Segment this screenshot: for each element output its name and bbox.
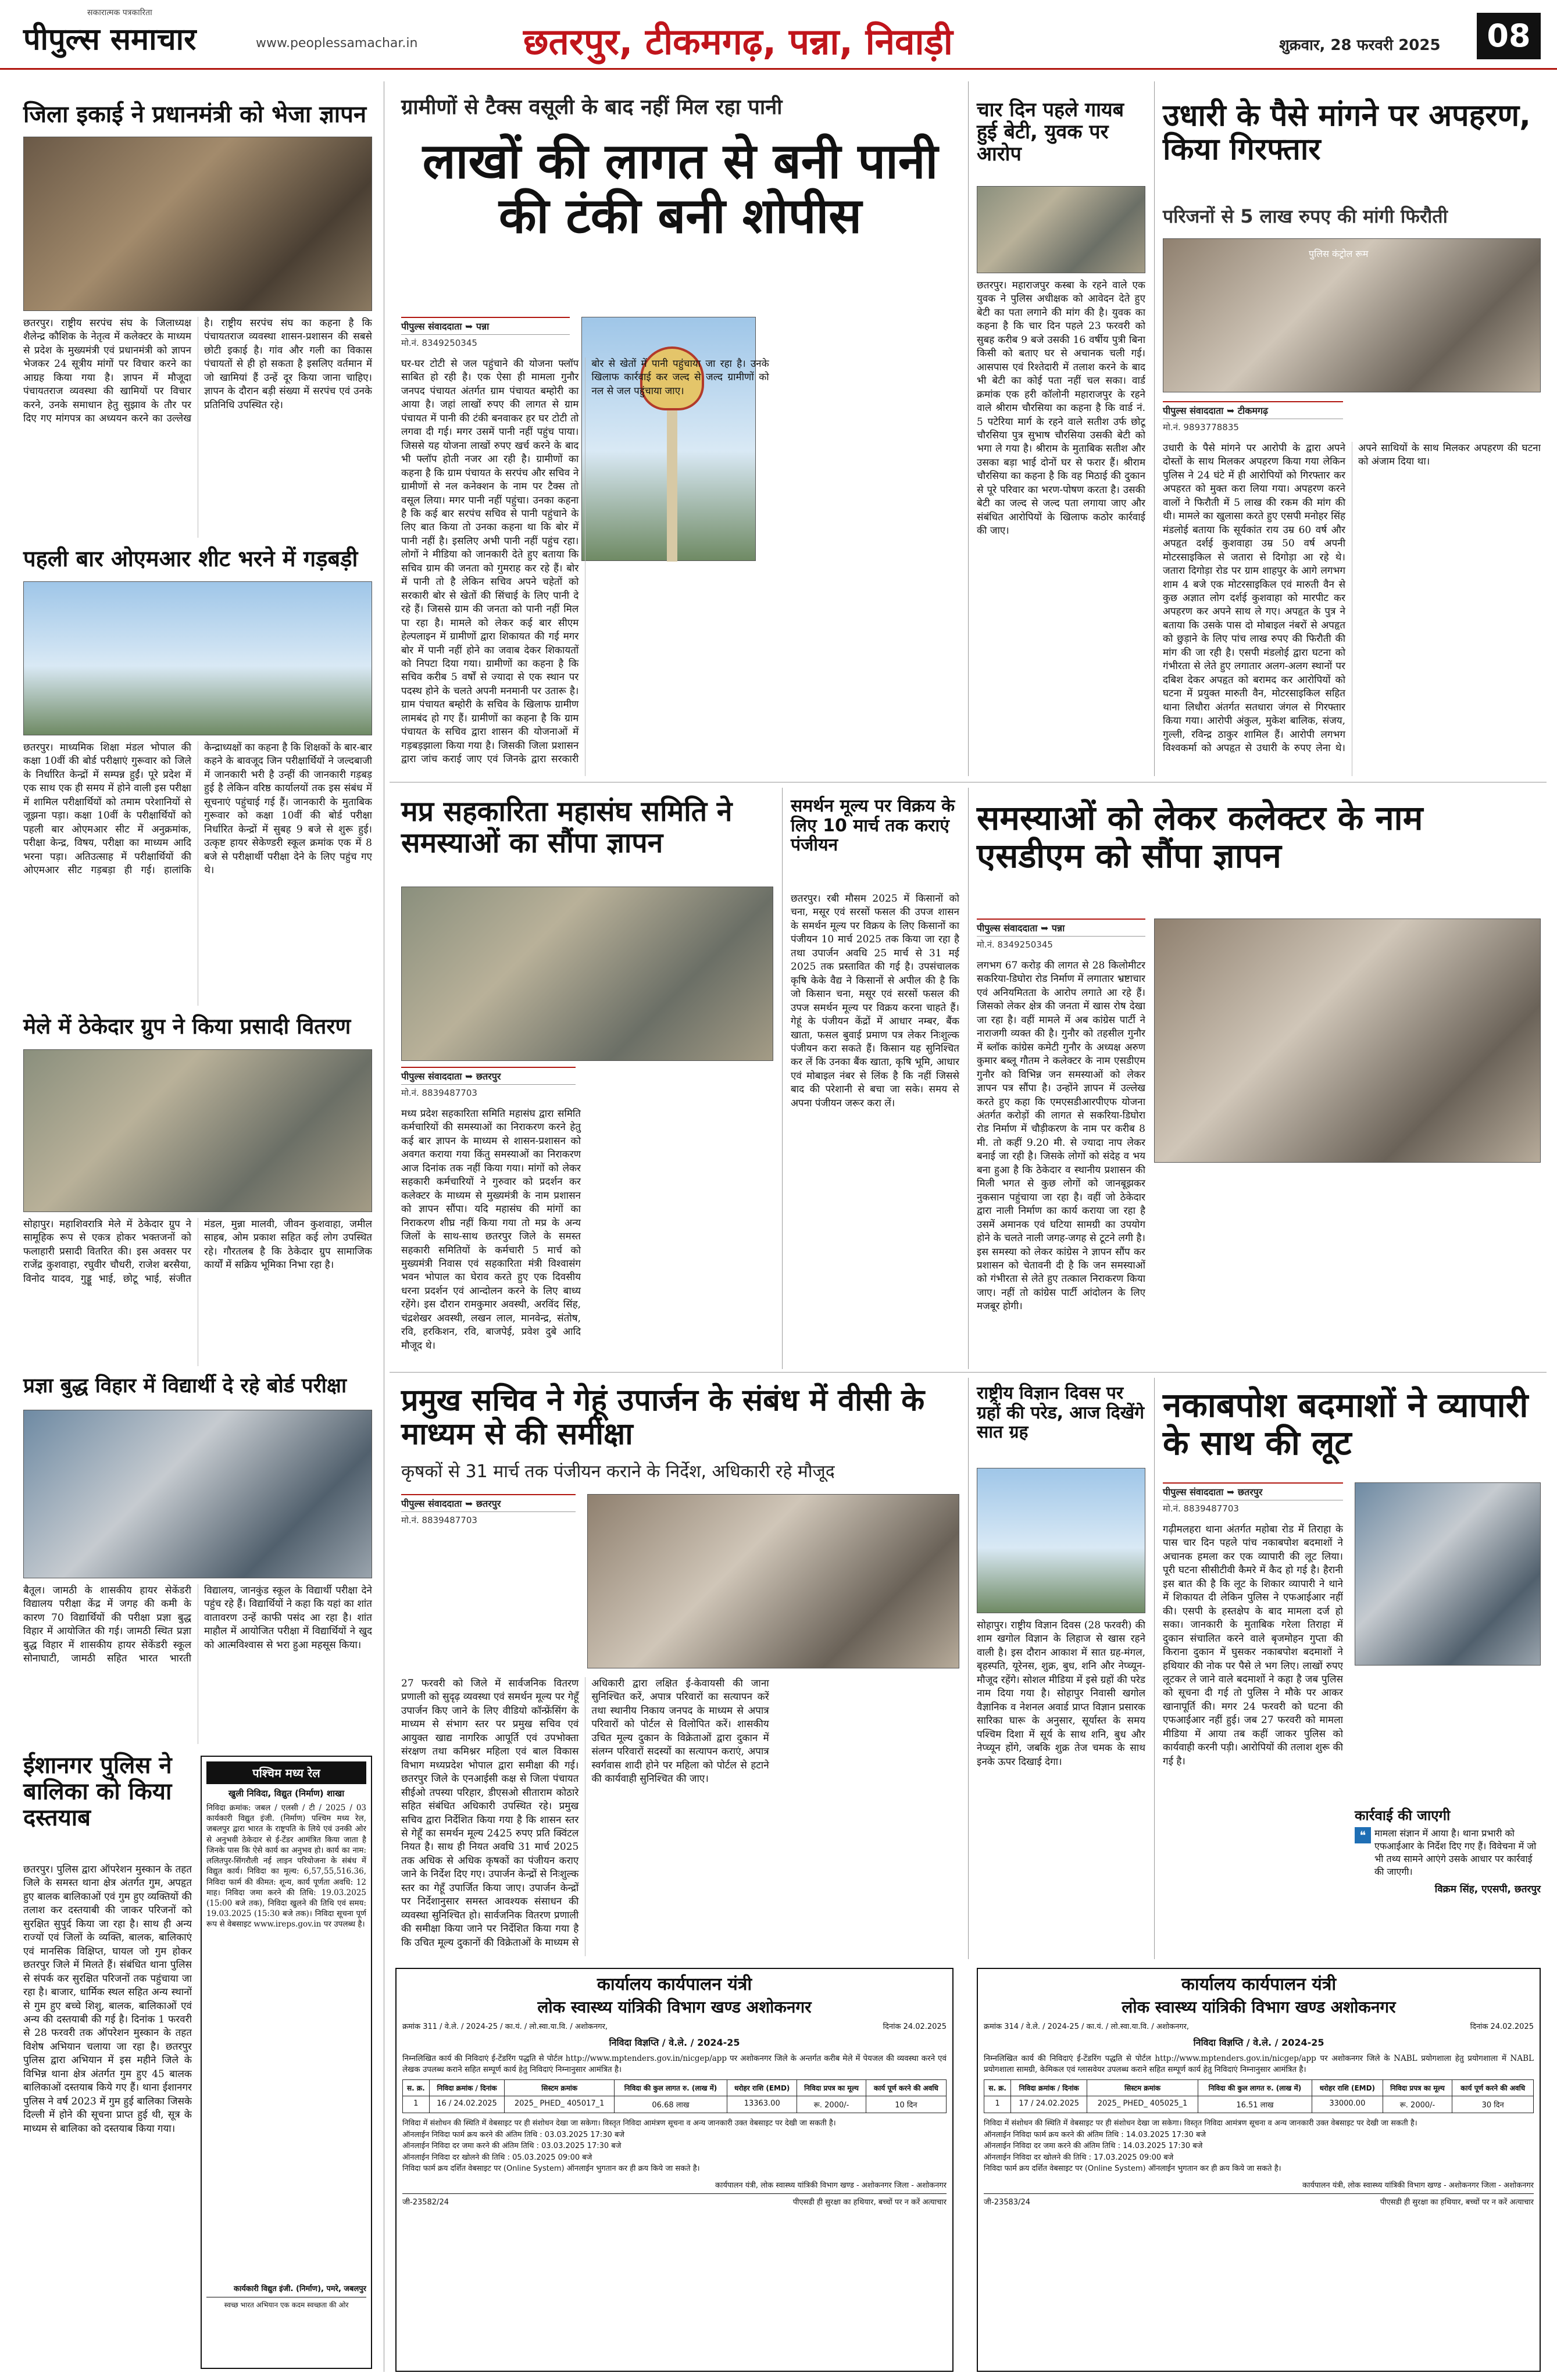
tender1-table: स. क्र. निविदा क्रमांक / दिनांक सिस्टम क्रमांक निविदा की कुल लागत रु. (लाख में) धरोहर राशि (EMD) निविदा प्रपत्र का मूल्य कार्य पूर्ण करने की अवधि 1 16 / 24.02.2025 2025_ PHED_ 405017_1 06.68 लाख 13363.00 रू. 2000/- 10 दिन (402, 2079, 947, 2113)
mobile-s12: मो.नं. 8839487703 (401, 1515, 477, 1525)
tender2-sign: कार्यपालन यंत्री, लोक स्वास्थ्य यांत्रिकी विभाग खण्ड - अशोकनगर जिला - अशोकनगर (1302, 2181, 1534, 2190)
tender1-notice-title: निविदा विज्ञप्ति / वे.ले. / 2024-25 (609, 2036, 740, 2048)
headline-s3: मेले में ठेकेदार ग्रुप ने किया प्रसादी वितरण (23, 1014, 351, 1039)
quote-icon: ❝ (1355, 1827, 1371, 1843)
headline-s2: पहली बार ओएमआर शीट भरने में गड़बड़ी (23, 546, 358, 571)
headline-s13: राष्ट्रीय विज्ञान दिवस पर ग्रहों की परेड, आज दिखेंगे सात ग्रह (977, 1383, 1145, 1443)
tender2-ref: क्रमांक 314 / वे.ले. / 2024-25 / का.यं. / लो.स्वा.या.वि. / अशोकनगर, (984, 2022, 1190, 2031)
photo-s12 (587, 1494, 959, 1668)
byline-s11: पीपुल्स संवाददाता ➥ पन्ना (977, 919, 1145, 937)
tender1-sign: कार्यपालन यंत्री, लोक स्वास्थ्य यांत्रिकी विभाग खण्ड - अशोकनगर जिला - अशोकनगर (715, 2181, 947, 2190)
masthead (0, 0, 1557, 70)
byline-s8: पीपुल्स संवाददाता ➥ टीकमगढ़ (1163, 401, 1343, 419)
tender-ad-1: कार्यालय कार्यपालन यंत्री लोक स्वास्थ्य यांत्रिकी विभाग खण्ड अशोकनगर क्रमांक 311 / वे.ले. / 2024-25 / का.यं. / लो.स्वा.या.वि. / अशोकनगर, दिनांक 24.02.2025 निविदा विज्ञप्ति / वे.ले. / 2024-25 निम्नलिखित कार्य की निविदाएं ई-टेंडरिंग पद्धति से पोर्टल http://www.mptenders.gov.in/nicgep/app पर अशोकनगर जिले के अन्तर्गत करीब मेले में पेयजल की व्यवस्था करने एवं लेखक उपलब्ध कराने सहित सम्पूर्ण कार्य हेतु निविदाएं निम्नानुसार आमंत्रित है। स. क्र. निविदा क्रमांक / दिनांक सिस्टम क्रमांक निविदा की कुल लागत रु. (लाख में) धरोहर राशि (EMD) निविदा प्रपत्र का मूल्य कार्य पूर्ण करने की अवधि 1 16 / 24.02.2025 2025_ PHED_ 405017_1 06.68 लाख 13363.00 रू. 2000/- 10 दिन निविदा में संशोधन की स्थिति में वेबसाइट पर ही संशोधन देखा जा सकेगा। विस्तृत निविदा आमंत्रण सूचना व अन्य जानकारी उक्त वेबसाइट पर देखी जा सकती है। ऑनलाईन निविदा फार्म क्रय करने की अंतिम तिथि : 03.03.2025 17:30 बजे ऑनलाईन निविदा दर जमा करने की अंतिम तिथि : 03.03.2025 17:30 बजे ऑनलाईन निविदा दर खोलने की तिथि : 05.03.2025 09:00 बजे निविदा फार्म क्रय दर्शित वेबसाइट पर (Online System) ऑनलाईन भुगतान कर ही क्रय किये जा सकते है। कार्यपालन यंत्री, लोक स्वास्थ्य यांत्रिकी विभाग खण्ड - अशोकनगर जिला - अशोकनगर जी-23582/24 पीएसडी ही सुरक्षा का हथियार, बच्चों पर न करें अत्याचार (395, 1968, 954, 2372)
kicker-s6: ग्रामीणों से टैक्स वसूली के बाद नहीं मिल रहा पानी (401, 95, 783, 119)
rail-org: पश्चिम मध्य रेल (206, 1761, 366, 1784)
tender1-ref: क्रमांक 311 / वे.ले. / 2024-25 / का.यं. / लो.स्वा.या.वि. / अशोकनगर, (402, 2022, 608, 2031)
issue-date: शुक्रवार, 28 फरवरी 2025 (1279, 37, 1441, 54)
headline-s11: समस्याओं को लेकर कलेक्टर के नाम एसडीएम को सौंपा ज्ञापन (977, 798, 1423, 875)
tender-ad-2: कार्यालय कार्यपालन यंत्री लोक स्वास्थ्य यांत्रिकी विभाग खण्ड अशोकनगर क्रमांक 314 / वे.ले. / 2024-25 / का.यं. / लो.स्वा.या.वि. / अशोकनगर, दिनांक 24.02.2025 निविदा विज्ञप्ति / वे.ले. / 2024-25 निम्नलिखित कार्य की निविदाएं ई-टेंडरिंग पद्धति से पोर्टल http://www.mptenders.gov.in/nicgep/app पर अशोकनगर जिले के NABL प्रयोगशाला हेतु प्रयोगशाला में NABL प्रयोगशाला सामग्री, केमिकल एवं ग्लासवेयर उपलब्ध कराने सहित सम्पूर्ण कार्य हेतु निविदाएं निम्नानुसार आमंत्रित है। स. क्र. निविदा क्रमांक / दिनांक सिस्टम क्रमांक निविदा की कुल लागत रु. (लाख में) धरोहर राशि (EMD) निविदा प्रपत्र का मूल्य कार्य पूर्ण करने की अवधि 1 17 / 24.02.2025 2025_ PHED_ 405025_1 16.51 लाख 33000.00 रू. 2000/- 30 दिन निविदा में संशोधन की स्थिति में वेबसाइट पर ही संशोधन देखा जा सकेगा। विस्तृत निविदा आमंत्रण सूचना व अन्य जानकारी उक्त वेबसाइट पर देखी जा सकती है। ऑनलाईन निविदा फार्म क्रय करने की अंतिम तिथि : 14.03.2025 17:30 बजे ऑनलाईन निविदा दर जमा करने की अंतिम तिथि : 14.03.2025 17:30 बजे ऑनलाईन निविदा दर खोलने की तिथि : 17.03.2025 09:00 बजे निविदा फार्म क्रय दर्शित वेबसाइट पर (Online System) ऑनलाईन भुगतान कर ही क्रय किये जा सकते है। कार्यपालन यंत्री, लोक स्वास्थ्य यांत्रिकी विभाग खण्ड - अशोकनगर जिला - अशोकनगर जी-23583/24 पीएसडी ही सुरक्षा का हथियार, बच्चों पर न करें अत्याचार (977, 1968, 1541, 2372)
tender2-table: स. क्र. निविदा क्रमांक / दिनांक सिस्टम क्रमांक निविदा की कुल लागत रु. (लाख में) धरोहर राशि (EMD) निविदा प्रपत्र का मूल्य कार्य पूर्ण करने की अवधि 1 17 / 24.02.2025 2025_ PHED_ 405025_1 16.51 लाख 33000.00 रू. 2000/- 30 दिन (984, 2079, 1534, 2113)
tender2-date: दिनांक 24.02.2025 (1470, 2022, 1534, 2031)
photo-s7 (977, 186, 1145, 273)
body-s13: सोहापुर। राष्ट्रीय विज्ञान दिवस (28 फरवरी) की शाम खगोल विज्ञान के लिहाज से खास रहने वाली है। इस दौरान आकाश में सात ग्रह-मंगल, बृहस्पति, यूरेनस, शुक्र, बुध, शनि और नेप्च्यून-मौजूद रहेंगे। सोशल मीडिया में इसे ग्रहों की परेड नाम दिया गया है। सोहापुर निवासी खगोल वैज्ञानिक व नेशनल अवार्ड प्राप्त विज्ञान प्रसारक सारिका घारू के अनुसार, सूर्यास्त के समय पश्चिम दिशा में सूर्य के साथ शनि, बुध और नेप्च्यून होंगे, जबकि शुक्र तेज चमक के साथ इनके ऊपर दिखाई देगा। (977, 1620, 1145, 1768)
mobile-s8: मो.नं. 9893778835 (1163, 422, 1239, 433)
photo-s4 (23, 1410, 372, 1578)
tender2-slogan: पीएसडी ही सुरक्षा का हथियार, बच्चों पर न करें अत्याचार (1380, 2197, 1534, 2207)
body-s2: छतरपुर। माध्यमिक शिक्षा मंडल भोपाल की कक्षा 10वीं की बोर्ड परीक्षाएं गुरूवार को जिले के निर्धारित केन्द्रों में सम्पन्न हुईं। पूरे प्रदेश में एक साथ एक ही समय में होने वाली इस परीक्षा में शामिल परीक्षार्थियों को तमाम परेशानियों से जूझना पड़ा। कक्षा 10वीं के परीक्षार्थियों को पहली बार ओएमआर सीट में अनुक्रमांक, परीक्षा केन्द्र, विषय, परीक्षा का माध्यम आदि भरना पड़ा। अतिउत्साह में परीक्षार्थियों की ओएमआर सीट गड़बड़ा ही गई। हालांकि केन्द्राध्यक्षों का कहना है कि शिक्षकों के बार-बार कहने के बावजूद जिन परीक्षार्थियों ने जल्दबाजी में जानकारी भरी है उन्हीं की जानकारी गड़बड़ हुई है लेकिन वरिष्ठ कार्यालयों तक इस संबंध में सूचनाएं पहुंचाई गई हैं। जानकारी के मुताबिक गुरूवार को कक्षा 10वीं की बोर्ड परीक्षा निर्धारित केन्द्रों में सुबह 9 बजे से शुरू हुई। उत्कृष्ट हायर सेकेण्डरी स्कूल क्रमांक एक में 8 बजे से परीक्षार्थी परीक्षा देने के लिए पहुंच गए थे। (23, 742, 372, 877)
rail-footer: स्वच्छ भारत अभियान एक कदम स्वच्छता की ओर (206, 2297, 366, 2310)
byline-s6: पीपुल्स संवाददाता ➥ पन्ना (401, 317, 570, 335)
subhead-s8: परिजनों से 5 लाख रुपए की मांगी फिरौती (1163, 205, 1448, 227)
body-s7: छतरपुर। महाराजपुर कस्बा के रहने वाले एक युवक ने पुलिस अधीक्षक को आवेदन देते हुए बेटी का पता लगाने की मांग की है। युवक का कहना है कि चार दिन पहले 23 फरवरी को सुबह करीब 9 बजे उसकी 16 वर्षीय पुत्री बिना किसी को बताए घर से अचानक चली गई। आसपास एवं रिश्तेदारी में तलाश करने के बाद भी बेटी का कोई पता नहीं चल सका। वार्ड क्रमांक एक हरी कॉलोनी महाराजपुर के रहने वाले श्रीराम चौरसिया का कहना है कि वार्ड नं. 5 पटेरिया मार्ग के रहने वाले सतीश उर्फ छोटू चौरसिया पुत्र सुभाष चौरसिया उसकी बेटी को भगा ले गया है। श्रीराम के मुताबिक सतीश और उसका बड़ा भाई दोनों घर से फरार हैं। श्रीराम चौरसिया का कहना है कि वह मिठाई की दुकान से पूरे परिवार का भरण-पोषण करता है। उसकी बेटी का जल्द से जल्द पता लगाया जाए और संबंधित आरोपियों के खिलाफ कठोर कार्रवाई की जाए। (977, 280, 1145, 537)
headline-s12: प्रमुख सचिव ने गेहूं उपार्जन के संबंध में वीसी के माध्यम से की समीक्षा (401, 1383, 925, 1452)
byline-s9: पीपुल्स संवाददाता ➥ छतरपुर (401, 1067, 576, 1085)
site-url[interactable]: www.peoplessamachar.in (256, 36, 418, 51)
quote-sign: विक्रम सिंह, एएसपी, छतरपुर (1434, 1884, 1541, 1896)
tender1-code: जी-23582/24 (402, 2197, 449, 2207)
photo-s9 (401, 887, 773, 1061)
body-s9: मध्य प्रदेश सहकारिता समिति महासंघ द्वारा समिति कर्मचारियों की समस्याओं का निराकरण करने हेतु कई बार ज्ञापन के माध्यम से शासन-प्रशासन को अवगत कराया गया किंतु समस्याओं का निराकरण आज दिनांक तक नहीं किया गया। मांगों को लेकर सहकारी कर्मचारियों ने गुरुवार को प्रदर्शन कर कलेक्टर के माध्यम से मुख्यमंत्री के नाम प्रशासन को ज्ञापन सौंपा। यदि महासंघ की मांगों का निराकरण शीघ्र नहीं किया गया तो मप्र के अन्य जिलों के साथ-साथ छतरपुर जिले के समस्त सहकारी समितियों के कर्मचारी 5 मार्च को मुख्यमंत्री निवास एवं सहकारिता मंत्री विश्वासंग भवन भोपाल का घेराव करते हुए एक दिवसीय धरना प्रदर्शन एवं आन्दोलन करने के लिए बाध्य रहेंगे। इस दौरान रामकुमार अवस्थी, अरविंद सिंह, चंद्रशेखर अवस्थी, लखन लाल, मानवेन्द्र, संतोष, रवि, हरकिशन, रवि, बाजपेई, प्रवेश दुबे आदि मौजूद थे। (401, 1108, 581, 1352)
section-title: छतरपुर, टीकमगढ़, पन्ना, निवाड़ी (523, 20, 953, 63)
rail-ad (201, 1756, 372, 2369)
mobile-s9: मो.नं. 8839487703 (401, 1088, 477, 1098)
tender2-office: कार्यालय कार्यपालन यंत्री (1181, 1974, 1337, 1995)
subhead-s12: कृषकों से 31 मार्च तक पंजीयन कराने के निर्देश, अधिकारी रहे मौजूद (401, 1461, 835, 1482)
photo-s11 (1154, 919, 1541, 1163)
mobile-s14: मो.नं. 8839487703 (1163, 1503, 1239, 1514)
rail-sign: कार्यकारी विद्युत इंजी. (निर्माण), पमरे, जबलपुर (233, 2285, 366, 2293)
photo-s1 (23, 137, 372, 311)
mobile-s6: मो.नं. 8349250345 (401, 338, 477, 348)
tender2-dept: लोक स्वास्थ्य यांत्रिकी विभाग खण्ड अशोकनगर (1122, 1997, 1396, 2017)
tender1-intro: निम्नलिखित कार्य की निविदाएं ई-टेंडरिंग पद्धति से पोर्टल http://www.mptenders.gov.in/nicgep/app पर अशोकनगर जिले के अन्तर्गत करीब मेले में पेयजल की व्यवस्था करने एवं लेखक उपलब्ध कराने सहित सम्पूर्ण कार्य हेतु निविदाएं निम्नानुसार आमंत्रित है। (402, 2053, 947, 2074)
logo: पीपुल्स समाचार (23, 22, 197, 57)
photo-s14 (1355, 1482, 1541, 1666)
tender2-code: जी-23583/24 (984, 2197, 1030, 2207)
headline-s6: लाखों की लागत से बनी पानी की टंकी बनी शोपीस (422, 133, 938, 245)
body-s6: घर-घर टोटी से जल पहुंचाने की योजना फ्लॉप साबित हो रही है। एक ऐसा ही मामला गुनौर जनपद पंचायत अंतर्गत ग्राम पंचायत बम्होरी का आया है। जहां लाखों रुपए की लागत से ग्राम पंचायत में पानी की टंकी बनवाकर हर घर टोटी तो लगवा दी गई। मगर उसमें पानी नहीं पहुंच पाया। जिससे यह योजना लाखों रुपए खर्च करने के बाद भी फ्लॉप होती नजर आ रही है। ग्रामीणों का कहना है कि ग्राम पंचायत के सरपंच और सचिव ने ग्रामीणों से नल कनेक्शन के नाम पर टैक्स तो वसूल लिया। मगर पानी नहीं पहुंचा। उनका कहना है कि कई बार सरपंच सचिव से पानी पहुंचाने के लिए बात किया तो उनका कहना था कि बोर में पानी नहीं है। इसलिए अभी पानी नहीं पहुंच रहा। लोगों ने मीडिया को जानकारी देते हुए बताया कि सचिव ग्राम की जनता को गुमराह कर रहे हैं। बोर में पानी तो है लेकिन सचिव अपने चहेतों को सरकारी बोर से खेतों की सिंचाई के लिए पानी दे रहे हैं। जिससे ग्राम की जनता को पानी नहीं मिल पा रहा है। मामले को लेकर कई बार सीएम हेल्पलाइन में ग्रामीणों द्वारा शिकायत की गई मगर बोर में पानी नहीं होने का जवाब देकर शिकायतों को निपटा दिया गया। ग्रामीणों का कहना है कि सचिव करीब 5 वर्षों से ज्यादा से एक स्थान पर पदस्थ होने के चलते अपनी मनमानी पर उतारू है। ग्राम पंचायत बम्होरी के सचिव के खिलाफ ग्रामीण लामबंद हो गए हैं। ग्रामीणों का कहना है कि ग्राम पंचायत के सचिव द्वारा शासन की योजनाओं में गड़बड़झाला किया गया है। जिसकी जिला प्रशासन द्वारा जांच कराई जाए एवं जिनके द्वारा सरकारी बोर से खेतों में पानी पहुंचाया जा रहा है। उनके खिलाफ कार्रवाई कर जल्द से जल्द ग्रामीणों को नल से जल पहुंचाया जाए। (401, 358, 769, 766)
body-s12: 27 फरवरी को जिले में सार्वजनिक वितरण प्रणाली को सुदृढ़ व्यवस्था एवं समर्थन मूल्य पर गेहूँ उपार्जन किए जाने के लिए वीडियो कॉन्फ्रेंसिंग के माध्यम से संभाग स्तर पर प्रमुख सचिव एवं आयुक्त खाद्य नागरिक आपूर्ति एवं उपभोक्ता संरक्षण तथा कमिश्नर महिला एवं बाल विकास विभाग मध्यप्रदेश भोपाल द्वारा समीक्षा की गई। छतरपुर जिले के एनआईसी कक्ष से जिला पंचायत सीईओ तपस्या परिहार, डीएसओ सीताराम कोठारे सहित संबंधित अधिकारी उपस्थित रहे। प्रमुख सचिव द्वारा निर्देशित किया गया है कि शासन स्तर से गेहूँ का समर्थन मूल्य 2425 रुपए प्रति क्विंटल नियत है। साथ ही नियत अवधि 31 मार्च 2025 तक अधिक से अधिक कृषकों का पंजीयन कराए जाने के निर्देश दिए गए। उपार्जन केन्द्रों से निःशुल्क स्तर का गेहूँ उपार्जित किया जाए। उपार्जन केन्द्रों पर निर्देशानुसार समस्त आवश्यक संसाधन की व्यवस्था सुनिश्चित हो। सार्वजनिक वितरण प्रणाली की समीक्षा किया जाने पर निर्देशित किया गया है कि उचित मूल्य दुकानों की विक्रेताओं के माध्यम से अधिकारी द्वारा लक्षित ई-केवायसी की जाना सुनिश्चित करें, अपात्र परिवारों का सत्यापन करें तथा स्थानीय निकाय जनपद के माध्यम से अपात्र परिवारों को पोर्टल से विलोपित करें। शासकीय उचित मूल्य दुकान के विक्रेताओं द्वारा दुकान में संलग्न परिवारों सदस्यों का सत्यापन कराएं, अपात्र स्वर्गवास शादी होने पर महिला को पोर्टल से हटाने की कार्यवाही सुनिश्चित की जाए। (401, 1678, 769, 1949)
table-row: 1 16 / 24.02.2025 2025_ PHED_ 405017_1 06.68 लाख 13363.00 रू. 2000/- 10 दिन (403, 2096, 947, 2113)
photo-s2 (23, 581, 372, 735)
logo-tagline: सकारात्मक पत्रकारिता (87, 8, 152, 17)
quote-head: कार्रवाई की जाएगी (1355, 1807, 1451, 1824)
body-s11-a: लगभग 67 करोड़ की लागत से 28 किलोमीटर सकरिया-डिघोरा रोड निर्माण में लगातार भ्रष्टाचार एवं अनियमितता के आरोप लगाते आ रहे हैं। जिसको लेकर क्षेत्र की जनता में खास रोष देखा जा रहा है। वहीं मामले में अब कांग्रेस पार्टी ने नाराजगी व्यक्त की है। गुनौर को तहसील गुनौर में ब्लॉक कांग्रेस कमेटी गुनौर के अध्यक्ष अरुण कुमार बब्लू गौतम ने कलेक्टर के नाम एसडीएम गुनौर को विभिन्न जन समस्याओं को लेकर ज्ञापन पत्र सौंपा है। उन्होंने ज्ञापन में उल्लेख करते हुए कहा कि एमएसडीआरपीएफ योजना अंतर्गत करोड़ों की लागत से सकरिया-डिघोरा रोड निर्माण में चौड़ीकरण के नाम पर करीब 8 मी. तो कहीं 9.20 मी. से ज्यादा नाप लेकर बनाई जा रही है। जिसके लोगों को संदेह व भय बना हुआ है कि ठेकेदार व स्थानीय प्रशासन की मिली भगत से कुछ लोगों को जानबूझकर नुकसान पहुंचाया जा रहा है। वहीं जो ठेकेदार द्वारा नाली निर्माण का कार्य कराया जा रहा है उसमें अमानक एवं घटिया सामग्री का उपयोग होने के चलते नाली जगह-जगह से टूटने लगी है। इस समस्या को लेकर कांग्रेस ने ज्ञापन सौंप कर प्रशासन को चेतावनी दी है कि जन समस्याओं को गंभीरता से लेते हुए तत्काल निराकरण किया जाए। नहीं तो कांग्रेस पार्टी आंदोलन के लिए मजबूर होगी। (977, 960, 1145, 1313)
body-s10: छतरपुर। रबी मौसम 2025 में किसानों को चना, मसूर एवं सरसों फसल की उपज शासन के समर्थन मूल्य पर विक्रय के लिए किसानों का पंजीयन 10 मार्च 2025 तक किया जा रहा है तथा उपार्जन अवधि 25 मार्च से 31 मई 2025 तक प्रस्तावित की गई है। उपसंचालक कृषि केके वैद्य ने किसानों से अपील की है कि जो किसान चना, मसूर एवं सरसों फसल की उपज समर्थन मूल्य पर विक्रय करना चाहते हैं। गेहूं के पंजीयन केंद्रों में आधार नम्बर, बैंक खाता, फसल बुवाई प्रमाण पत्र लेकर निःशुल्क पंजीयन करा सकते हैं। किसान यह सुनिश्चित कर लें कि उनका बैंक खाता, कृषि भूमि, आधार एवं मोबाइल नंबर से लिंक है कि नहीं जिससे बाद की परेशानी से बचा जा सके। समय से अपना पंजीयन जरूर करा लें। (791, 893, 959, 1109)
photo-s3 (23, 1049, 372, 1212)
headline-s8: उधारी के पैसे मांगने पर अपहरण, किया गिरफ्तार (1163, 98, 1531, 167)
photo-s8-sign: पुलिस कंट्रोल रूम (1309, 248, 1369, 259)
tender1-date: दिनांक 24.02.2025 (883, 2022, 947, 2031)
headline-s1: जिला इकाई ने प्रधानमंत्री को भेजा ज्ञापन (23, 101, 367, 128)
quote-box-s14 (1355, 1808, 1541, 1956)
body-s14: गढ़ीमलहरा थाना अंतर्गत महोबा रोड में तिराहा के पास चार दिन पहले पांच नकाबपोश बदमाशों ने अचानक हमला कर एक व्यापारी की लूट लिया। पूरी घटना सीसीटीवी कैमरे में कैद हो गई है। हैरानी इस बात की है कि लूट के शिकार व्यापारी ने थाने में शिकायत दी लेकिन पुलिस ने एफआईआर नहीं की। एसपी के हस्तक्षेप के बाद मामला दर्ज हो सका। जानकारी के मुताबिक गरेला तिराहा में दुकान संचालित करने वाले बृजमोहन गुप्ता की किराना दुकान में घुसकर नकाबपोश बदमाशों ने हथियार की नोक पर पैसे ले भग लिए। लाखों रुपए लूटकर ले जाने वाले बदमाशों ने कहा है जब पुलिस को सूचना दी गई तो पुलिस ने मौके पर आकर खानापूर्ति की। मगर 24 फरवरी को घटना की एफआईआर नहीं हुई। जब 27 फरवरी को मामला मीडिया में आया तब कहीं जाकर पुलिस को कार्यवाही करनी पड़ी। आरोपियों की तलाश शुरू की गई है। (1163, 1524, 1343, 1767)
tender1-office: कार्यालय कार्यपालन यंत्री (597, 1974, 752, 1995)
body-s3: सोहापुर। महाशिवरात्रि मेले में ठेकेदार ग्रुप ने सामूहिक रूप से एकत्र होकर भक्तजनों को फलाहारी प्रसादी वितरित की। इस अवसर पर राजेंद्र कुशवाहा, रघुवीर चौधरी, राजेश बरसैया, विनोद यादव, गुड्डू भाई, छोटू भाई, संजीत मंडल, मुन्ना मालवी, जीवन कुशवाहा, जमील साहब, ओम प्रकाश सहित कई लोग उपस्थित रहे। गौरतलब है कि ठेकेदार ग्रुप सामाजिक कार्यों में सक्रिय भूमिका निभा रहा है। (23, 1218, 372, 1285)
tender1-slogan: पीएसडी ही सुरक्षा का हथियार, बच्चों पर न करें अत्याचार (792, 2197, 947, 2207)
tender1-dept: लोक स्वास्थ्य यांत्रिकी विभाग खण्ड अशोकनगर (537, 1997, 812, 2017)
photo-s13 (977, 1468, 1145, 1613)
headline-s10: समर्थन मूल्य पर विक्रय के लिए 10 मार्च तक कराएं पंजीयन (791, 796, 955, 856)
table-row: 1 17 / 24.02.2025 2025_ PHED_ 405025_1 16.51 लाख 33000.00 रू. 2000/- 30 दिन (984, 2096, 1534, 2113)
rail-title: खुली निविदा, विद्युत (निर्माण) शाखा (228, 1788, 345, 1799)
photo-s8 (1163, 238, 1541, 392)
body-s5: छतरपुर। पुलिस द्वारा ऑपरेशन मुस्कान के तहत जिले के समस्त थाना क्षेत्र अंतर्गत गुम, अपहृत हुए बालक बालिकाओं एवं गुम हुए व्यक्तियों की तलाश कर दस्तयाबी की जाकर परिजनों को सुरक्षित सुपुर्द किया जा रहा है। साथ ही अन्य राज्यों एवं जिलों के व्यक्ति, बालक, बालिकाएं एवं मानसिक विक्षिप्त, घायल जो गुम होकर छतरपुर जिले में मिलते हैं। संबंधित थाना पुलिस से संपर्क कर सुरक्षित परिजनों तक पहुंचाया जा रहा है। बाजार, धार्मिक स्थल सहित अन्य स्थानों से गुम हुए बच्चे शिशु, बालक, बालिकाओं एवं अन्य की दस्तयाबी की गई है। दिनांक 1 फरवरी से 28 फरवरी तक ऑपरेशन मुस्कान के तहत विशेष अभियान चलाया जा रहा है। छतरपुर पुलिस द्वारा अभियान में इस महीने जिले के विभिन्न थाना क्षेत्र अंतर्गत गुम हुए 45 बालक बालिकाओं दस्तयाब किये गए हैं। थाना ईशानगर पुलिस ने वर्ष 2023 में गुम हुई बालिका जिसके दिल्ली में होने की सूचना प्राप्त हुई थी, सूत्र के माध्यम से बालिका को दस्तयाब किया गया। (23, 1864, 192, 2135)
headline-s5: ईशानगर पुलिस ने बालिका को किया दस्तयाब (23, 1752, 172, 1831)
quote-body: मामला संज्ञान में आया है। थाना प्रभारी को एफआईआर के निर्देश दिए गए हैं। विवेचना में जो भी तथ्य सामने आएंगे उसके आधार पर कार्रवाई की जाएगी। (1374, 1827, 1537, 1878)
headline-s9: मप्र सहकारिता महासंघ समिति ने समस्याओं का सौंपा ज्ञापन (401, 795, 733, 859)
tender2-notice-title: निविदा विज्ञप्ति / वे.ले. / 2024-25 (1193, 2036, 1324, 2048)
byline-s12: पीपुल्स संवाददाता ➥ छतरपुर (401, 1494, 576, 1512)
tender2-intro: निम्नलिखित कार्य की निविदाएं ई-टेंडरिंग पद्धति से पोर्टल http://www.mptenders.gov.in/nicgep/app पर अशोकनगर जिले के NABL प्रयोगशाला हेतु प्रयोगशाला में NABL प्रयोगशाला सामग्री, केमिकल एवं ग्लासवेयर उपलब्ध कराने सहित सम्पूर्ण कार्य हेतु निविदाएं निम्नानुसार आमंत्रित है। (984, 2053, 1534, 2074)
body-s1: छतरपुर। राष्ट्रीय सरपंच संघ के जिलाध्यक्ष शैलेन्द्र कौशिक के नेतृत्व में कलेक्टर के माध्यम से प्रदेश के मुख्यमंत्री एवं प्रधानमंत्री को ज्ञापन भेजकर 24 सूत्रीय मांगों पर विचार करने का आग्रह किया गया है। ज्ञापन में मौजूदा पंचायतराज व्यवस्था की खामियों पर विचार करने, उनके समाधान हेतु सुझाव के तौर पर दिए गए मांगपत्र का अध्ययन करने का उल्लेख है। राष्ट्रीय सरपंच संघ का कहना है कि पंचायतराज व्यवस्था शासन-प्रशासन की सबसे छोटी इकाई है। गांव और गली का विकास पंचायतों से ही हो सकता है इसलिए वर्तमान में जो खामियां हैं उन्हें दूर किया जाना चाहिए। ज्ञापन के दौरान बड़ी संख्या में सरपंच एवं उनके प्रतिनिधि उपस्थित रहे। (23, 317, 372, 425)
body-s4: बैतूल। जामठी के शासकीय हायर सेकेंडरी विद्यालय परीक्षा केंद्र में जगह की कमी के कारण 70 विद्यार्थियों की परीक्षा प्रज्ञा बुद्ध विहार में आयोजित की गई। जामठी स्थित प्रज्ञा बुद्ध विहार में शासकीय हायर सेकेंडरी स्कूल सोनाघाटी, जामठी सहित भारत भारती विद्यालय, जानकुंड स्कूल के विद्यार्थी परीक्षा देने पहुंच रहे हैं। विद्यार्थियों ने कहा कि यहां का शांत वातावरण उन्हें काफी पसंद आ रहा है। शांत माहौल में आयोजित परीक्षा में विद्यार्थियों ने खुद को आत्मविश्वास से भरा हुआ महसूस किया। (23, 1585, 372, 1665)
body-s8: उधारी के पैसे मांगने पर आरोपी के द्वारा अपने दोस्तों के साथ मिलकर अपहरण किया गया लेकिन पुलिस ने 24 घंटे में ही आरोपियों को गिरफ्तार कर अपहरत को मुक्त करा लिया गया। अपहरण करने वालों ने फिरौती में 5 लाख की रकम की मांग की थी। मामले का खुलासा करते हुए एसपी मनोहर सिंह मंडलोई बताया कि सूर्यकांत राय उम्र 60 वर्ष और अपहृत दर्शई कुशवाहा उम्र 50 वर्ष अपनी मोटरसाइकिल से जतारा से दिगोड़ा आ रहे थे। जतारा दिगोड़ा रोड पर ग्राम शाहपुर के आगे लगभग शाम 4 बजे एक मोटरसाइकिल एवं मारुती वैन से कुछ अज्ञात लोग दर्शई कुशवाहा को मारपीट कर अपहरण कर अपने साथ ले गए। अपहृत के पुत्र ने बताया कि उसके पास दो मोबाइल नंबरों से अपहृत को छुड़ाने के लिए पांच लाख रुपए की फिरौती की मांग की जा रही है। एसपी मंडलोई द्वारा घटना को गंभीरता से लेते हुए लगातार अलग-अलग स्थानों पर दबिश देकर अपहृत को बरामद कर आरोपियों को घटना में प्रयुक्त मारुती वैन, मोटरसाइकिल सहित थाना लिधौरा अंतर्गत सतधारा जंगल से गिरफ्तार किया गया। आरोपी अंकुल, मुकेश बालिक, संजय, गुल्ली, रविन्द्र ठाकुर शामिल हैं। आरोपी लगभग विश्वकर्मा को अपहृत से उधारी के रुपए लेना थे। अपने साथियों के साथ मिलकर अपहरण की घटना को अंजाम दिया था। (1163, 442, 1541, 754)
headline-s7: चार दिन पहले गायब हुई बेटी, युवक पर आरोप (977, 98, 1124, 166)
mobile-s11: मो.नं. 8349250345 (977, 939, 1053, 950)
headline-s4: प्रज्ञा बुद्ध विहार में विद्यार्थी दे रहे बोर्ड परीक्षा (23, 1374, 347, 1398)
byline-s14: पीपुल्स संवाददाता ➥ छतरपुर (1163, 1482, 1343, 1500)
page-number: 08 (1477, 13, 1541, 59)
headline-s14: नकाबपोश बदमाशों ने व्यापारी के साथ की लूट (1163, 1385, 1529, 1463)
rail-body: निविदा क्रमांक: जबल / एलसी / टी / 2025 / 03 कार्यकारी विद्युत इंजी. (निर्माण) पश्चिम मध्य रेल, जबलपुर द्वारा भारत के राष्ट्रपति के लिये एवं उनकी ओर से अनुभवी ठेकेदार से ई-टेंडर आमंत्रित किया जाता है जिनके पास कि ऐसे कार्य का अनुभव हो। कार्य का नाम: ललितपुर-सिंगरौली नई लाइन परियोजना के संबंध में विद्युत कार्य। निविदा का मूल्य: 6,57,55,516.36, निविदा फार्म की कीमत: शून्य, कार्य पूर्णता अवधि: 12 माह। निविदा जमा करने की तिथि: 19.03.2025 (15:00 बजे तक), निविदा खुलने की तिथि एवं समय: 19.03.2025 (15:30 बजे तक)। निविदा सूचना पूर्ण रूप से वेबसाइट www.ireps.gov.in पर उपलब्ध है। (206, 1803, 366, 1929)
